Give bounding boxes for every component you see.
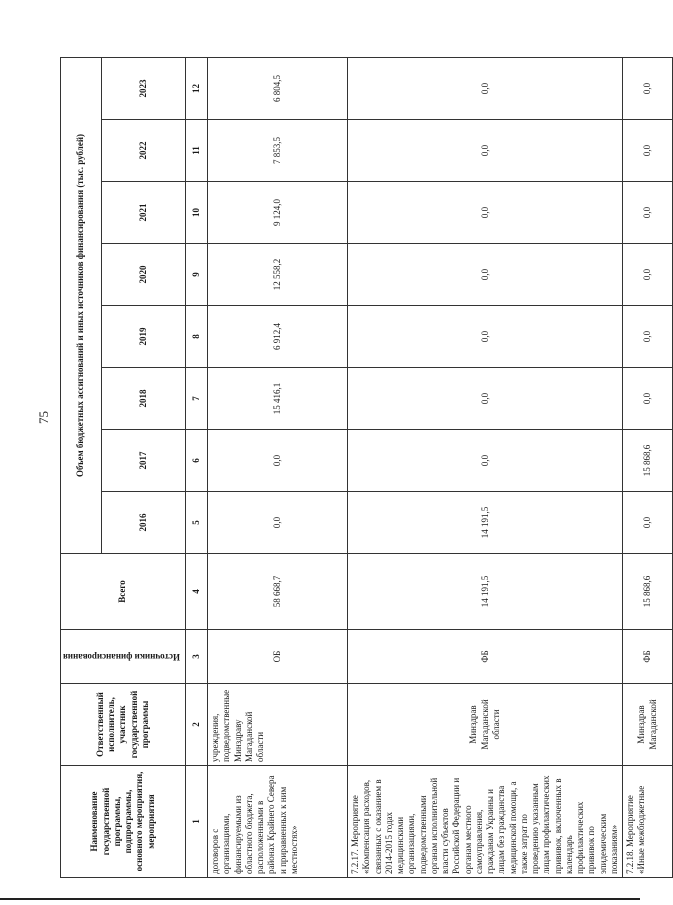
row-name: 7.2.17. Мероприятие «Компенсация расходов, связанных с оказанием в 2014-2015 годах медицинскими организациями, подведомственными органам исполнительной власти субъектов Российской Федерации и органам местного самоуправления, гражданам Украины и лицам без гражданства медицинской помощи, а также затрат по проведению указанным лицам профилактических прививок, включенных в календарь профилактических прививок по эпидемическим показаниям» bbox=[348, 766, 623, 878]
budget-table bbox=[60, 57, 673, 878]
row-value: 0,0 bbox=[623, 120, 673, 182]
column-number: 1 bbox=[186, 766, 208, 878]
table-row bbox=[623, 57, 673, 877]
row-value: 15 416,1 bbox=[208, 368, 348, 430]
row-total: 58 668,7 bbox=[208, 554, 348, 630]
row-value: 14 191,5 bbox=[348, 492, 623, 554]
column-number: 3 bbox=[186, 630, 208, 684]
row-value: 0,0 bbox=[348, 430, 623, 492]
header-year: 2016 bbox=[101, 492, 186, 554]
row-name: договоров с организациями, финансируемыми из областного бюджета, расположенными в районах Крайнего Севера и приравненных к ним местностях» bbox=[208, 766, 348, 878]
row-value: 0,0 bbox=[623, 368, 673, 430]
header-year: 2020 bbox=[101, 244, 186, 306]
row-value: 0,0 bbox=[348, 182, 623, 244]
column-number: 6 bbox=[186, 430, 208, 492]
row-executor: Минздрав Магаданской области bbox=[348, 684, 623, 766]
column-number: 5 bbox=[186, 492, 208, 554]
column-number: 10 bbox=[186, 182, 208, 244]
row-value: 0,0 bbox=[623, 57, 673, 119]
column-number: 9 bbox=[186, 244, 208, 306]
row-value: 0,0 bbox=[623, 182, 673, 244]
header-source bbox=[61, 630, 186, 684]
column-number-row bbox=[186, 57, 208, 877]
header-year: 2018 bbox=[101, 368, 186, 430]
row-total: 14 191,5 bbox=[348, 554, 623, 630]
row-value: 7 853,5 bbox=[208, 120, 348, 182]
row-value: 6 804,5 bbox=[208, 57, 348, 119]
row-value: 0,0 bbox=[623, 306, 673, 368]
header-executor: Ответственный исполнитель, участник государственной программы bbox=[61, 684, 186, 766]
row-value: 9 124,0 bbox=[208, 182, 348, 244]
row-value: 0,0 bbox=[348, 57, 623, 119]
header-name: Наименование государственной программы, подпрограммы, основного мероприятия, мероприятия bbox=[61, 766, 186, 878]
row-value: 0,0 bbox=[623, 244, 673, 306]
row-executor: учреждения, подведомственные Минздраву Магаданской области bbox=[208, 684, 348, 766]
page-bottom-rule bbox=[0, 898, 640, 900]
page-number: 75 bbox=[36, 411, 51, 424]
row-total: 15 868,6 bbox=[623, 554, 673, 630]
row-value: 0,0 bbox=[623, 492, 673, 554]
row-value: 15 868,6 bbox=[623, 430, 673, 492]
table-row bbox=[208, 57, 348, 877]
row-source: ФБ bbox=[623, 630, 673, 684]
column-number: 7 bbox=[186, 368, 208, 430]
row-value: 0,0 bbox=[208, 492, 348, 554]
table-row bbox=[348, 57, 623, 877]
row-value: 0,0 bbox=[208, 430, 348, 492]
row-value: 0,0 bbox=[348, 120, 623, 182]
header-year: 2022 bbox=[101, 120, 186, 182]
header-year: 2017 bbox=[101, 430, 186, 492]
header-total: Всего bbox=[61, 554, 186, 630]
column-number: 8 bbox=[186, 306, 208, 368]
row-name: 7.2.18. Мероприятие «Иные межбюджетные bbox=[623, 766, 673, 878]
row-value: 6 912,4 bbox=[208, 306, 348, 368]
row-source: ФБ bbox=[348, 630, 623, 684]
column-number: 2 bbox=[186, 684, 208, 766]
row-value: 0,0 bbox=[348, 306, 623, 368]
row-value: 12 558,2 bbox=[208, 244, 348, 306]
header-year: 2021 bbox=[101, 182, 186, 244]
header-year: 2023 bbox=[101, 57, 186, 119]
row-source: ОБ bbox=[208, 630, 348, 684]
header-year: 2019 bbox=[101, 306, 186, 368]
row-value: 0,0 bbox=[348, 244, 623, 306]
header-group: Объем бюджетных ассигнований и иных источников финансирования (тыс. рублей) bbox=[61, 57, 102, 553]
row-executor: Минздрав Магаданской bbox=[623, 684, 673, 766]
row-value: 0,0 bbox=[348, 368, 623, 430]
column-number: 12 bbox=[186, 57, 208, 119]
header-source-text: Источники финансирования bbox=[63, 652, 180, 663]
column-number: 11 bbox=[186, 120, 208, 182]
column-number: 4 bbox=[186, 554, 208, 630]
budget-table-rotated bbox=[60, 58, 658, 878]
